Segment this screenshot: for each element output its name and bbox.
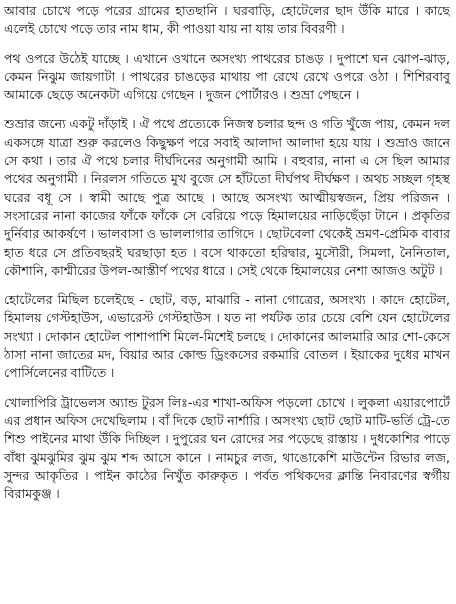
paragraph-4: হোটেলের মিছিল চলেইছে - ছোট, বড়, মাঝারি - নানা গোত্রের, অসংখ্য । কাদে হোটেল, হিমালয় গেস্টহাউস, এভারেস্ট গেস্টহাউস । যত না পর্যটক তার চেয়ে বেশি যেন হোটেলের সংখ্যা । দোকান হোটেল পাশাপাশি মিলে-মিশেই চলছে । দোকানের আলমারি আর শো-কেসে ঠাসা নানা জাতের মদ, বিয়ার আর কোল্ড ড্রিংকসের রকমারি বোতল । ইয়াকের দুধের মাখন পোর্সিলেনের বাটিতে ।	[4, 292, 450, 381]
paragraph-3: শুভ্রার জন্যে একটু দাঁড়াই । ঐ পথে প্রত্যেকে নিজস্ব চলার ছন্দ ও গতি খুঁজে পায়, কেমন দল একসঙ্গে যাত্রা শুরু করলেও কিছুক্ষণ পরে সবাই আলাদা আলাদা হয়ে যায় । শুভ্রাও জানে সে কথা । তার ঐ পথে চলার দীর্ঘদিনের অনুগামী আমি । বহুবার, নানা এ সে ছিল আমার পথের অনুগামী । নিরলস গতিতে মুখ বুজে সে হাঁটতো দীর্ঘপথ দীর্ঘক্ষণ । অথচ সচ্ছল গৃহস্থ ঘরের বধূ সে । স্বামী আছে পুত্র আছে । আছে অসংখ্য আত্মীয়স্বজন, প্রিয় পরিজন । সংসারের নানা কাজের ফাঁকে ফাঁকে সে বেরিয়ে পড়ে হিমালয়ের নাড়িছেঁড়া টানে । প্রকৃতির দুর্নিবার আকর্ষণে । ভালবাসা ও ভাললাগার তাগিদে । ছোটবেলা থেকেই ভ্রমণ-প্রেমিক বাবার হাত ধরে সে প্রতিবছরই ঘরছাড়া হত । বসে থাকতো হরিদ্বার, মুসৌরী, সিমলা, নৈনিতাল, কৌশানি, কাশ্মীরের উপল-আস্তীর্ণ পথের ধারে । সেই থেকে হিমালয়ের নেশা আজও অটুট ।	[4, 116, 450, 278]
paragraph-2: পথ ওপরে উঠেই যাচ্ছে । এখানে ওখানে অসংখ্য পাথরের চাঙড় । দুপাশে ঘন ঝোপ-ঝাড়, কেমন নিঝুম জায়গাটা । পাথরের চাঙড়ের মাথায় পা রেখে রেখে ওপরে ওঠা । শিশিরবাবু আমাকে ছেড়ে অনেকটা এগিয়ে গেছেন । দুজন পোর্টারও । শুভ্রা পেছনে ।	[4, 50, 450, 103]
paragraph-5: খোলাপিরি ট্রাভেলস অ্যান্ড টুরস লিঃ-এর শাখা-অফিস পড়লো চোখে । লুকলা এয়ারপোর্টে এর প্রধান অফিস দেখেছিলাম । বাঁ দিকে ছোট নার্শারি । অসংখ্য ছোট ছোট মাটি-ভর্তি ট্রে-তে শিশু পাইনের মাথা উঁকি দিচ্ছিল । দুপুরের ঘন রোদের সর পড়েছে রাস্তায় । দুধকোশির পাড়ে বাঁধা ঝুমঝুমির ঝুম ঝুম শব্দ আসে কানে । নামচুর লজ, থাঙোকেশি মাউন্টেন রিভার লজ, সুন্দর আকৃতির । পাইন কাঠের নিখুঁত কারুকৃত । পর্বত পথিকদের ক্লান্তি নিবারণের স্বর্গীয় বিরামকুঞ্জ ।	[4, 394, 450, 502]
paragraph-1: আবার চোখে পড়ে পরের গ্রামের হাতছানি । ঘরবাড়ি, হোটেলের ছাদ উঁকি মারে । কাছে এলেই চোখে পড়ে তার নাম ধাম, কী পাওয়া যায় না যায় তার বিবরণী ।	[4, 3, 450, 37]
